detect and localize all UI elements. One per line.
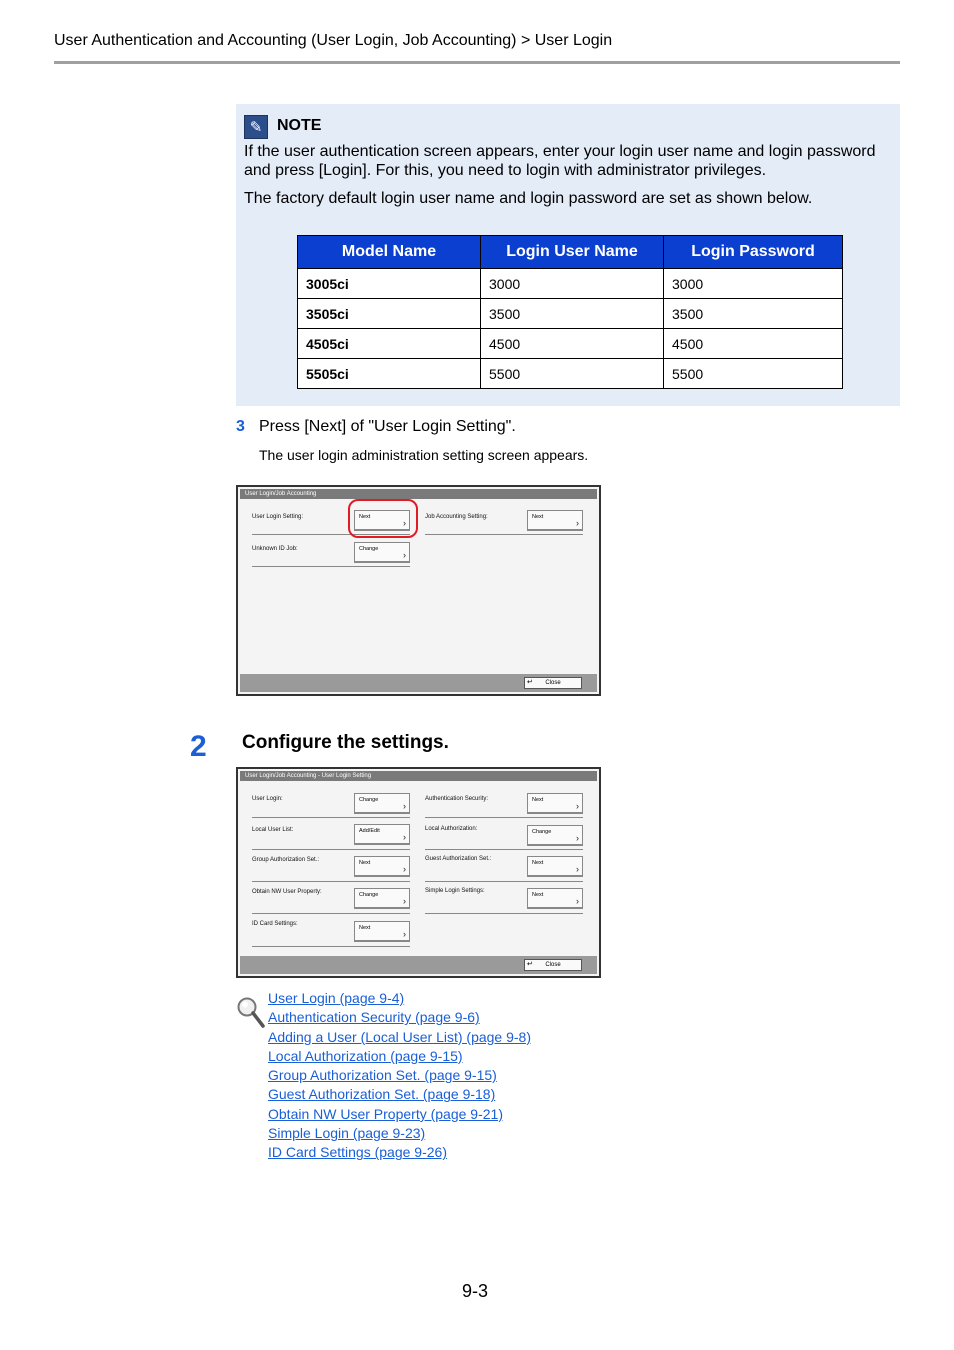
user-login-setting-label: User Login Setting: — [252, 514, 304, 520]
group-authorization-next-button[interactable] — [354, 856, 410, 877]
model-cell: 4505ci — [298, 329, 481, 359]
button-label: Change — [359, 546, 379, 552]
simple-login-settings-label: Simple Login Settings: — [425, 888, 485, 894]
password-cell: 3000 — [664, 269, 843, 299]
close-button[interactable] — [524, 959, 582, 971]
button-label: Add/Edit — [359, 828, 380, 834]
button-label: Next — [532, 514, 544, 520]
divider — [425, 881, 583, 882]
chevron-right-icon: › — [576, 518, 579, 528]
obtain-nw-user-property-change-button[interactable] — [354, 888, 410, 909]
obtain-nw-user-property-label: Obtain NW User Property: — [252, 889, 322, 895]
id-card-settings-next-button[interactable] — [354, 921, 410, 942]
authentication-security-next-button[interactable] — [527, 793, 583, 814]
table-row — [298, 299, 843, 329]
login-job-accounting-screenshot — [236, 485, 601, 696]
job-accounting-setting-label: Job Accounting Setting: — [425, 514, 488, 520]
note-paragraph-2: The factory default login user name and login password are set as shown below. — [244, 190, 813, 207]
button-label: Next — [359, 514, 371, 520]
close-label: Close — [545, 680, 561, 686]
chevron-right-icon: › — [576, 896, 579, 906]
authentication-security-label: Authentication Security: — [425, 796, 489, 802]
step-3-number: 3 — [236, 418, 245, 435]
model-cell: 3505ci — [298, 299, 481, 329]
chevron-right-icon: › — [403, 832, 406, 842]
button-label: Change — [359, 797, 379, 803]
magnifier-icon — [236, 996, 266, 1030]
chevron-right-icon: › — [403, 550, 406, 560]
step-3-subtext: The user login administration setting screen appears. — [259, 447, 589, 463]
button-label: Next — [359, 860, 371, 866]
link-id-card-settings[interactable]: ID Card Settings (page 9-26) — [268, 1144, 447, 1161]
divider — [252, 817, 410, 818]
note-paragraph-1: If the user authentication screen appears, enter your login user name and login password and press [Login]. For this, you need to login with administrator privileges. — [244, 143, 876, 179]
close-button[interactable] — [524, 677, 582, 689]
button-label: Next — [532, 860, 544, 866]
close-label: Close — [545, 962, 561, 968]
link-local-authorization[interactable]: Local Authorization (page 9-15) — [268, 1047, 463, 1064]
model-cell: 5505ci — [298, 359, 481, 389]
step-3-text: Press [Next] of "User Login Setting". — [259, 418, 516, 435]
id-card-settings-label: ID Card Settings: — [252, 921, 298, 927]
chevron-right-icon: › — [403, 518, 406, 528]
guest-authorization-next-button[interactable] — [527, 856, 583, 877]
password-cell: 4500 — [664, 329, 843, 359]
chevron-right-icon: › — [576, 801, 579, 811]
highlight-circle — [348, 499, 418, 538]
model-cell: 3005ci — [298, 269, 481, 299]
table-row — [298, 269, 843, 299]
note-icon: ✎ — [244, 115, 268, 139]
column-header-user-name: Login User Name — [481, 236, 664, 269]
unknown-id-job-label: Unknown ID Job: — [252, 546, 298, 552]
divider — [252, 849, 410, 850]
step-2-number: 2 — [190, 730, 207, 763]
chevron-right-icon: › — [576, 833, 579, 843]
user-name-cell: 3000 — [481, 269, 664, 299]
divider — [252, 566, 410, 567]
user-name-cell: 3500 — [481, 299, 664, 329]
button-label: Next — [359, 925, 371, 931]
user-login-setting-screenshot — [236, 767, 601, 978]
screen-title: User Login/Job Accounting — [240, 489, 597, 499]
link-adding-a-user[interactable]: Adding a User (Local User List) (page 9-8) — [268, 1028, 532, 1045]
guest-authorization-label: Guest Authorization Set.: — [425, 856, 492, 862]
button-label: Change — [359, 892, 379, 898]
group-authorization-label: Group Authorization Set.: — [252, 857, 320, 863]
note-label: NOTE — [277, 117, 322, 134]
return-icon: ↵ — [527, 961, 533, 968]
table-row — [298, 359, 843, 389]
link-simple-login[interactable]: Simple Login (page 9-23) — [268, 1125, 426, 1142]
user-login-change-button[interactable] — [354, 793, 410, 814]
divider — [252, 913, 410, 914]
chevron-right-icon: › — [403, 929, 406, 939]
link-group-authorization[interactable]: Group Authorization Set. (page 9-15) — [268, 1067, 497, 1084]
chevron-right-icon: › — [403, 801, 406, 811]
divider — [252, 946, 410, 947]
user-login-label: User Login: — [252, 796, 283, 802]
divider — [425, 534, 583, 535]
simple-login-settings-next-button[interactable] — [527, 888, 583, 909]
link-guest-authorization[interactable]: Guest Authorization Set. (page 9-18) — [268, 1086, 496, 1103]
chevron-right-icon: › — [576, 864, 579, 874]
link-user-login[interactable]: User Login (page 9-4) — [268, 990, 405, 1006]
screen-title: User Login/Job Accounting - User Login Setting — [240, 771, 597, 781]
chevron-right-icon: › — [403, 896, 406, 906]
divider — [425, 817, 583, 818]
unknown-id-job-change-button[interactable] — [354, 542, 410, 563]
column-header-password: Login Password — [664, 236, 843, 269]
button-label: Change — [532, 829, 552, 835]
header-divider — [54, 61, 900, 64]
link-authentication-security[interactable]: Authentication Security (page 9-6) — [268, 1009, 480, 1026]
local-authorization-label: Local Authorization: — [425, 826, 478, 832]
password-cell: 3500 — [664, 299, 843, 329]
button-label: Next — [532, 797, 544, 803]
breadcrumb-header: User Authentication and Accounting (User Login, Job Accounting) > User Login — [54, 32, 613, 49]
local-authorization-change-button[interactable] — [527, 825, 583, 846]
chevron-right-icon: › — [403, 864, 406, 874]
local-user-list-add-edit-button[interactable] — [354, 824, 410, 845]
divider — [425, 913, 583, 914]
step-2-title: Configure the settings. — [242, 732, 449, 753]
job-accounting-setting-next-button[interactable] — [527, 510, 583, 531]
divider — [252, 881, 410, 882]
table-row — [298, 329, 843, 359]
table-header-row — [298, 236, 843, 269]
return-icon: ↵ — [527, 679, 533, 686]
password-cell: 5500 — [664, 359, 843, 389]
default-credentials-table — [297, 235, 843, 389]
user-name-cell: 5500 — [481, 359, 664, 389]
column-header-model: Model Name — [298, 236, 481, 269]
local-user-list-label: Local User List: — [252, 827, 294, 833]
reference-links — [268, 989, 531, 1163]
button-label: Next — [532, 892, 544, 898]
link-obtain-nw-user-property[interactable]: Obtain NW User Property (page 9-21) — [268, 1105, 503, 1122]
user-name-cell: 4500 — [481, 329, 664, 359]
divider — [425, 849, 583, 850]
page-number: 9-3 — [462, 1281, 489, 1301]
